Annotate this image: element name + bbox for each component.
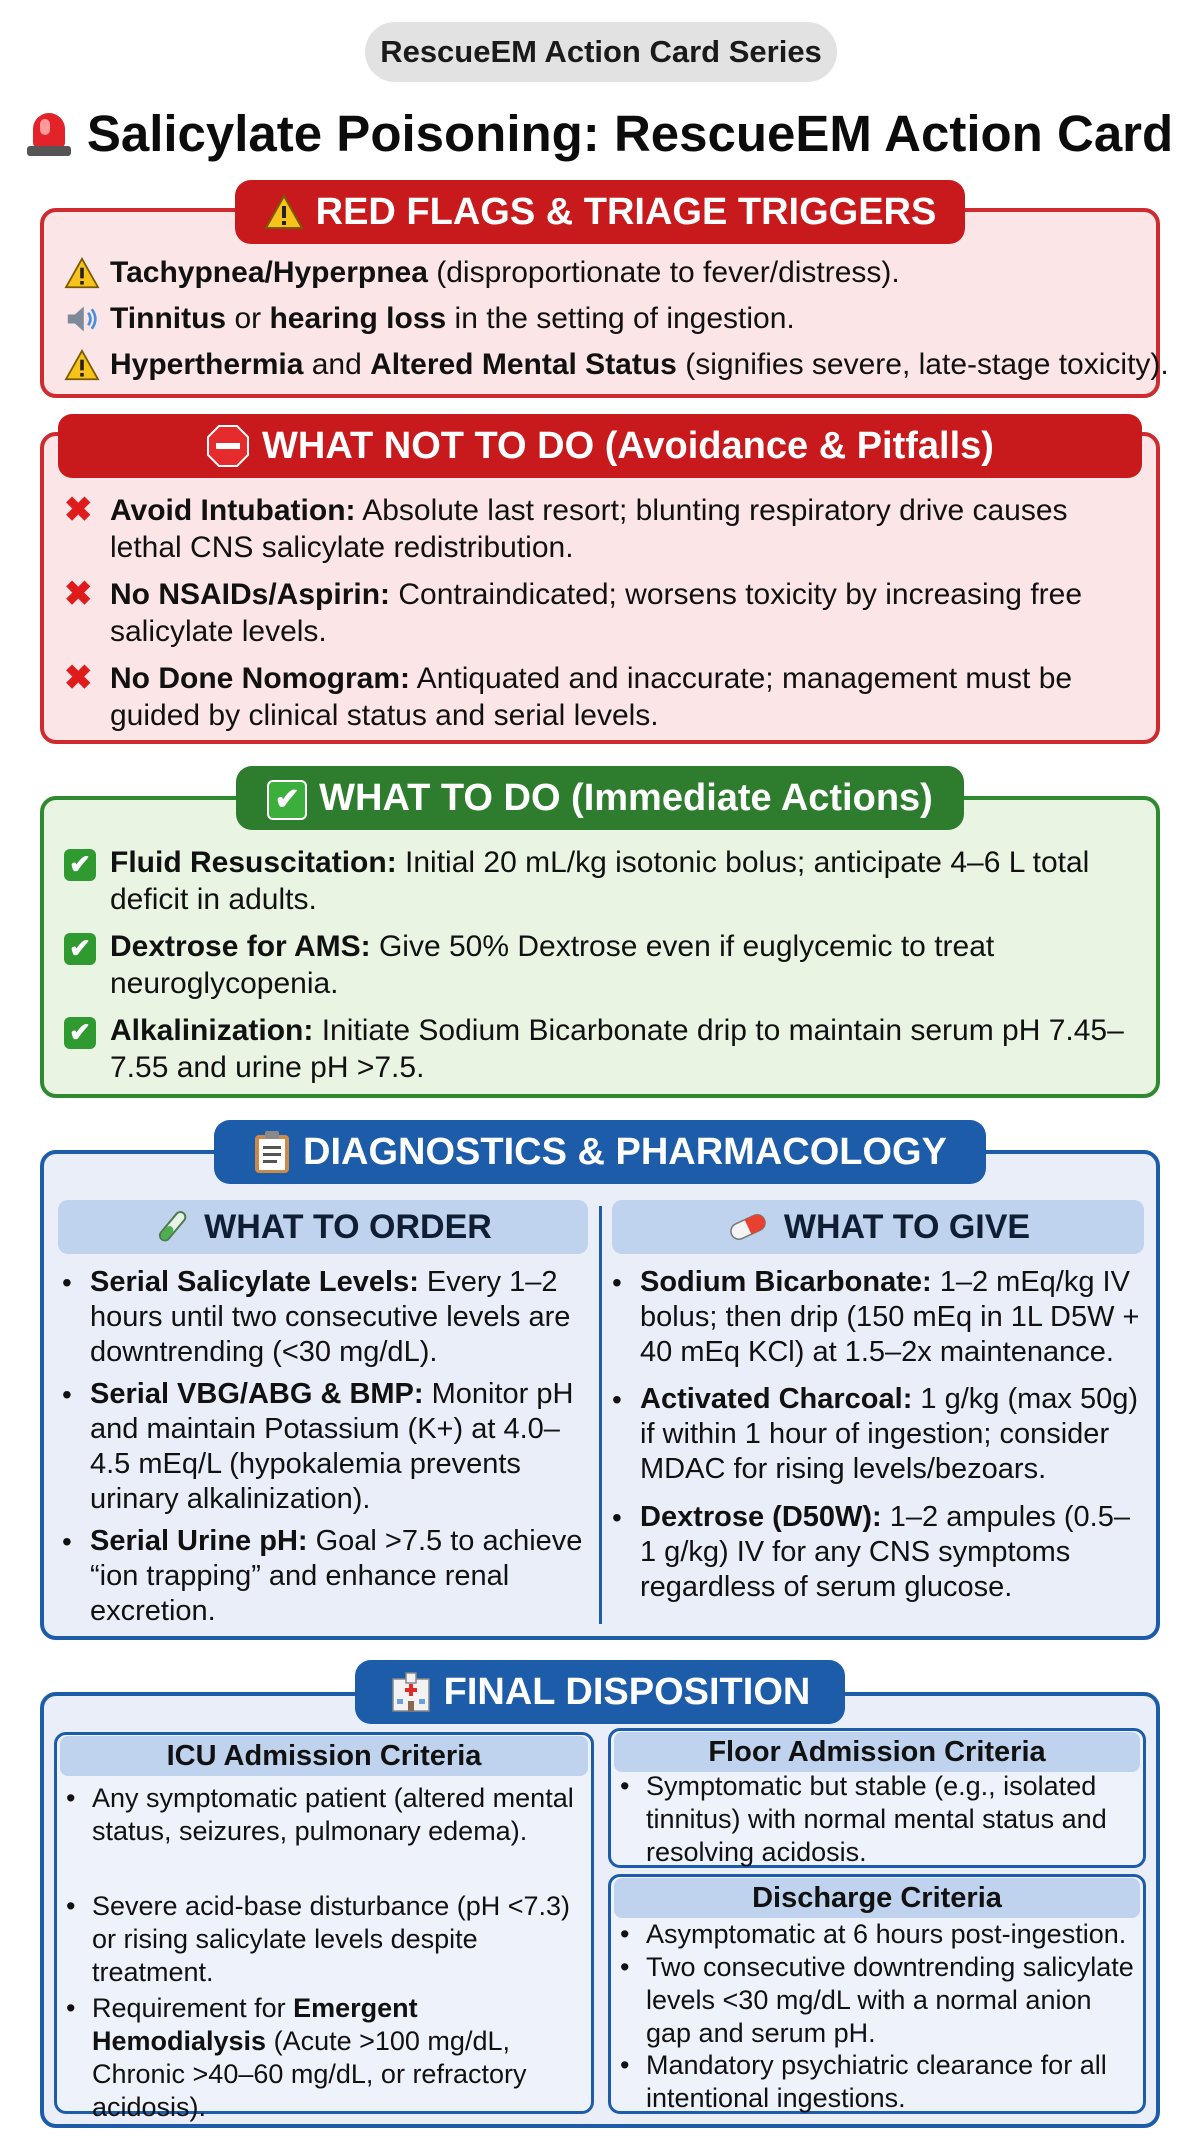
floor-criteria-item: • Symptomatic but stable (e.g., isolated tinnitus) with normal mental status and resolving acidosis. — [620, 1771, 1107, 1867]
what-to-order-heading: WHAT TO ORDER — [58, 1200, 588, 1254]
checkmark-icon: ✔ — [64, 849, 96, 881]
red-flag-item: Tinnitus or hearing loss in the setting of ingestion. — [64, 302, 795, 336]
checkmark-icon: ✔ — [267, 780, 307, 820]
x-mark-icon: ✖ — [64, 659, 93, 697]
to-do-item: ✔ Dextrose for AMS: Give 50% Dextrose even if euglycemic to treat neuroglycopenia. — [64, 928, 1144, 1002]
to-do-item: ✔ Alkalinization: Initiate Sodium Bicarbonate drip to maintain serum pH 7.45–7.55 and urine pH >7.5. — [64, 1012, 1144, 1086]
stop-sign-icon — [206, 424, 250, 468]
icu-criteria-item: • Requirement for Emergent Hemodialysis (Acute >100 mg/dL, Chronic >40–60 mg/dL, or refractory acidosis). — [66, 1993, 527, 2122]
clipboard-icon — [253, 1129, 291, 1175]
speaker-icon — [64, 303, 100, 335]
diagnostics-heading: DIAGNOSTICS & PHARMACOLOGY — [214, 1120, 986, 1184]
page-title: Salicylate Poisoning: RescueEM Action Card — [86, 104, 1174, 162]
icu-criteria-item: • Severe acid-base disturbance (pH <7.3) or rising salicylate levels despite treatment. — [66, 1891, 571, 1987]
checkmark-icon: ✔ — [64, 1017, 96, 1049]
series-label: RescueEM Action Card Series — [365, 22, 837, 82]
red-flags-heading: RED FLAGS & TRIAGE TRIGGERS — [235, 180, 965, 244]
order-item: • Serial VBG/ABG & BMP: Monitor pH and maintain Potassium (K+) at 4.0–4.5 mEq/L (hypokalemia prevents urinary alkalinization). — [62, 1378, 574, 1515]
column-divider — [599, 1206, 602, 1624]
discharge-criteria-heading: Discharge Criteria — [614, 1878, 1140, 1918]
warning-icon — [264, 194, 304, 230]
siren-icon — [27, 109, 71, 157]
warning-icon — [64, 349, 100, 381]
what-to-do-heading: ✔ WHAT TO DO (Immediate Actions) — [236, 766, 964, 830]
x-mark-icon: ✖ — [64, 575, 93, 613]
discharge-criteria-item: • Two consecutive downtrending salicylate levels <30 mg/dL with a normal anion gap and serum pH. — [620, 1952, 1134, 2048]
to-do-item: ✔ Fluid Resuscitation: Initial 20 mL/kg isotonic bolus; anticipate 4–6 L total deficit in adults. — [64, 844, 1144, 918]
test-tube-icon — [154, 1207, 190, 1247]
floor-criteria-heading: Floor Admission Criteria — [614, 1732, 1140, 1772]
give-item: • Dextrose (D50W): 1–2 ampules (0.5–1 g/kg) IV for any CNS symptoms regardless of serum glucose. — [612, 1501, 1130, 1603]
icu-criteria-heading: ICU Admission Criteria — [60, 1736, 588, 1776]
icu-criteria-item: • Any symptomatic patient (altered mental status, seizures, pulmonary edema). — [66, 1783, 574, 1846]
not-to-do-item: ✖ Avoid Intubation: Absolute last resort; blunting respiratory drive causes lethal CNS salicylate redistribution. — [64, 491, 1068, 564]
not-to-do-item: ✖ No Done Nomogram: Antiquated and inaccurate; management must be guided by clinical status and serial levels. — [64, 659, 1073, 732]
order-item: • Serial Urine pH: Goal >7.5 to achieve “ion trapping” and enhance renal excretion. — [62, 1525, 583, 1627]
order-item: • Serial Salicylate Levels: Every 1–2 hours until two consecutive levels are downtrending (<30 mg/dL). — [62, 1266, 571, 1368]
discharge-criteria-item: • Mandatory psychiatric clearance for all intentional ingestions. — [620, 2050, 1107, 2113]
what-to-give-heading: WHAT TO GIVE — [612, 1200, 1144, 1254]
pill-icon — [726, 1212, 770, 1242]
red-flag-item: Tachypnea/Hyperpnea (disproportionate to fever/distress). — [64, 256, 900, 290]
hospital-icon — [390, 1671, 432, 1713]
what-not-to-do-heading: WHAT NOT TO DO (Avoidance & Pitfalls) — [58, 414, 1142, 478]
x-mark-icon: ✖ — [64, 491, 93, 529]
give-item: • Activated Charcoal: 1 g/kg (max 50g) if within 1 hour of ingestion; consider MDAC for rising levels/bezoars. — [612, 1383, 1139, 1485]
final-disposition-heading: FINAL DISPOSITION — [355, 1660, 845, 1724]
checkmark-icon: ✔ — [64, 933, 96, 965]
red-flag-item: Hyperthermia and Altered Mental Status (signifies severe, late-stage toxicity). — [64, 348, 1169, 382]
warning-icon — [64, 257, 100, 289]
page-title-row — [0, 98, 1200, 168]
discharge-criteria-item: • Asymptomatic at 6 hours post-ingestion. — [620, 1919, 1127, 1949]
not-to-do-item: ✖ No NSAIDs/Aspirin: Contraindicated; worsens toxicity by increasing free salicylate levels. — [64, 575, 1083, 648]
give-item: • Sodium Bicarbonate: 1–2 mEq/kg IV bolus; then drip (150 mEq in 1L D5W + 40 mEq KCl) at 1.5–2x maintenance. — [612, 1266, 1140, 1368]
